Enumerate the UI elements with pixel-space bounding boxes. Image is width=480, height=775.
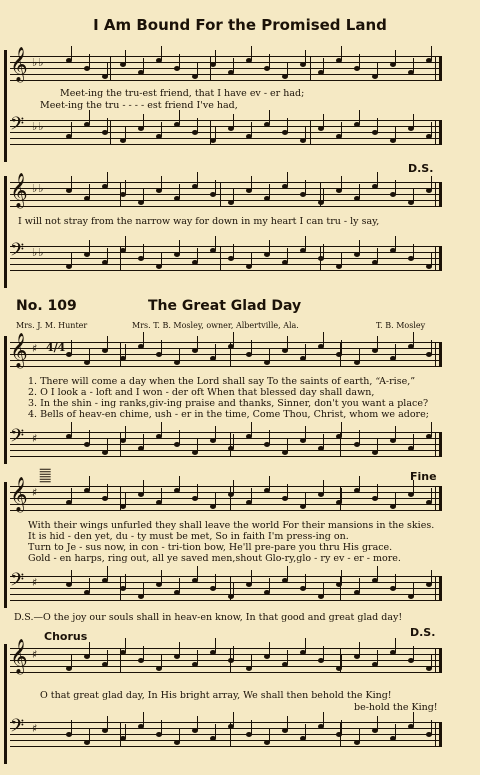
- song1-lyric-line-2: Meet-ing the tru - - - - est friend I've had,: [40, 100, 238, 111]
- note-stem: [161, 252, 162, 266]
- note-stem: [395, 574, 396, 588]
- note-stem: [161, 488, 162, 502]
- song2-verse-4: 4. Bells of heav-en chime, ush - er in the time, Come Thou, Christ, whom we adore;: [28, 409, 429, 420]
- treble-staff: [10, 639, 442, 674]
- key-signature-icon: ♯: [32, 432, 39, 445]
- chorus-label: Chorus: [44, 630, 88, 643]
- song2-verse-4-part-2: Gold - en harps, ring out, all ye saved men,shout Glo-ry,glo - ry ev - er - more.: [28, 553, 401, 564]
- note-stem: [395, 426, 396, 440]
- note-stem: [233, 332, 234, 346]
- note-stem: [107, 248, 108, 262]
- note-stem: [233, 114, 234, 128]
- segno-icon: 𝄛: [40, 468, 51, 483]
- song2-verse-1-part-2: With their wings unfurled they shall leave the world For their mansions in the skies.: [28, 520, 435, 531]
- treble-clef-icon: 𝄞: [10, 477, 28, 512]
- treble-staff: [10, 477, 442, 512]
- note-stem: [341, 122, 342, 136]
- note-stem: [215, 426, 216, 440]
- note-stem: [143, 646, 144, 660]
- note-stem: [341, 488, 342, 502]
- note-stem: [377, 650, 378, 664]
- note-stem: [305, 426, 306, 440]
- note-stem: [233, 188, 234, 202]
- note-stem: [377, 248, 378, 262]
- note-stem: [359, 110, 360, 124]
- note-stem: [395, 236, 396, 250]
- note-stem: [125, 344, 126, 358]
- note-stem: [395, 724, 396, 738]
- note-stem: [287, 650, 288, 664]
- note-stem: [341, 654, 342, 668]
- note-stem: [233, 712, 234, 726]
- note-stem: [107, 438, 108, 452]
- bass-clef-icon: 𝄢: [10, 114, 25, 139]
- note-stem: [143, 58, 144, 72]
- note-stem: [287, 62, 288, 76]
- key-signature-icon: ♭♭: [32, 246, 45, 259]
- note-stem: [197, 650, 198, 664]
- note-stem: [413, 480, 414, 494]
- note-stem: [323, 332, 324, 346]
- note-stem: [341, 570, 342, 584]
- note-stem: [269, 54, 270, 68]
- note-stem: [323, 480, 324, 494]
- note-stem: [197, 172, 198, 186]
- note-stem: [431, 122, 432, 136]
- bass-clef-icon: 𝄢: [10, 240, 25, 265]
- note-stem: [431, 720, 432, 734]
- song1-lyric-line-3: I will not stray from the narrow way for down in my heart I can tru - ly say,: [18, 216, 380, 227]
- note-stem: [89, 184, 90, 198]
- note-stem: [359, 184, 360, 198]
- note-stem: [143, 480, 144, 494]
- note-stem: [395, 50, 396, 64]
- note-stem: [287, 438, 288, 452]
- note-stem: [269, 348, 270, 362]
- note-stem: [161, 176, 162, 190]
- song2-verse-3: 3. In the shin - ing ranks,giv-ing praise and thanks, Sinner, don't you want a place?: [28, 398, 429, 409]
- note-stem: [107, 566, 108, 580]
- key-signature-icon: ♯: [32, 576, 39, 589]
- note-stem: [125, 724, 126, 738]
- note-stem: [377, 118, 378, 132]
- bass-staff: [10, 114, 442, 144]
- bass-staff: [10, 240, 442, 270]
- note-stem: [197, 118, 198, 132]
- system-brace: [4, 50, 7, 162]
- note-stem: [341, 46, 342, 60]
- song2-owner: Mrs. T. B. Mosley, owner, Albertville, Ala.: [132, 321, 299, 330]
- note-stem: [413, 434, 414, 448]
- note-stem: [377, 62, 378, 76]
- note-stem: [89, 476, 90, 490]
- note-stem: [89, 110, 90, 124]
- chorus-ds-mark: D.S.: [410, 626, 436, 639]
- note-stem: [251, 252, 252, 266]
- system-brace: [4, 644, 7, 764]
- note-stem: [251, 46, 252, 60]
- note-stem: [179, 240, 180, 254]
- note-stem: [233, 244, 234, 258]
- note-stem: [125, 180, 126, 194]
- note-stem: [215, 236, 216, 250]
- bass-staff: [10, 570, 442, 600]
- note-stem: [269, 728, 270, 742]
- treble-clef-icon: 𝄞: [10, 47, 28, 82]
- chorus-line-1: O that great glad day, In His bright array, We shall then behold the King!: [40, 690, 392, 701]
- note-stem: [431, 340, 432, 354]
- song2-verse-3-part-2: Turn to Je - sus now, in con - tri-tion bow, He'll pre-pare you thru His grace.: [28, 542, 393, 553]
- note-stem: [161, 654, 162, 668]
- note-stem: [233, 646, 234, 660]
- song2-lyricist: Mrs. J. M. Hunter: [16, 321, 88, 330]
- note-stem: [305, 126, 306, 140]
- note-stem: [125, 638, 126, 652]
- note-stem: [179, 430, 180, 444]
- note-stem: [269, 578, 270, 592]
- note-stem: [413, 332, 414, 346]
- note-stem: [71, 570, 72, 584]
- key-signature-icon: ♯: [32, 342, 39, 355]
- note-stem: [143, 582, 144, 596]
- key-signature-icon: ♯: [32, 648, 39, 661]
- note-stem: [89, 642, 90, 656]
- note-stem: [251, 176, 252, 190]
- note-stem: [359, 430, 360, 444]
- note-stem: [431, 46, 432, 60]
- note-stem: [377, 566, 378, 580]
- note-stem: [125, 574, 126, 588]
- note-stem: [107, 336, 108, 350]
- note-stem: [215, 492, 216, 506]
- note-stem: [323, 712, 324, 726]
- note-stem: [287, 716, 288, 730]
- note-stem: [215, 50, 216, 64]
- note-stem: [107, 484, 108, 498]
- treble-staff: [10, 333, 442, 368]
- note-stem: [233, 58, 234, 72]
- note-stem: [215, 638, 216, 652]
- ds-return-line: D.S.—O the joy our souls shall in heav-en know, In that good and great glad day!: [14, 612, 403, 623]
- note-stem: [377, 336, 378, 350]
- note-stem: [269, 240, 270, 254]
- note-stem: [89, 348, 90, 362]
- note-stem: [251, 422, 252, 436]
- note-stem: [233, 480, 234, 494]
- key-signature-icon: ♯: [32, 486, 39, 499]
- note-stem: [89, 578, 90, 592]
- note-stem: [341, 422, 342, 436]
- note-stem: [125, 426, 126, 440]
- song2-composer: T. B. Mosley: [376, 321, 426, 330]
- key-signature-icon: ♭♭: [32, 56, 45, 69]
- note-stem: [71, 122, 72, 136]
- treble-clef-icon: 𝄞: [10, 173, 28, 208]
- note-stem: [305, 574, 306, 588]
- note-stem: [179, 728, 180, 742]
- song1-ds-mark: D.S.: [408, 162, 434, 175]
- note-stem: [431, 654, 432, 668]
- note-stem: [143, 332, 144, 346]
- note-stem: [269, 430, 270, 444]
- note-stem: [359, 240, 360, 254]
- note-stem: [89, 430, 90, 444]
- treble-clef-icon: 𝄞: [10, 639, 28, 674]
- note-stem: [323, 646, 324, 660]
- note-stem: [413, 188, 414, 202]
- note-stem: [269, 642, 270, 656]
- note-stem: [233, 434, 234, 448]
- note-stem: [431, 488, 432, 502]
- note-stem: [395, 180, 396, 194]
- note-stem: [341, 252, 342, 266]
- note-stem: [359, 642, 360, 656]
- note-stem: [161, 422, 162, 436]
- song2-verse-2: 2. O I look a - loft and I won - der oft When that blessed day shall dawn,: [28, 387, 375, 398]
- bass-staff: [10, 426, 442, 456]
- note-stem: [107, 650, 108, 664]
- note-stem: [143, 188, 144, 202]
- note-stem: [71, 654, 72, 668]
- note-stem: [395, 638, 396, 652]
- fine-mark: Fine: [410, 470, 437, 483]
- note-stem: [323, 244, 324, 258]
- note-stem: [323, 582, 324, 596]
- note-stem: [71, 720, 72, 734]
- note-stem: [71, 488, 72, 502]
- note-stem: [143, 712, 144, 726]
- note-stem: [161, 122, 162, 136]
- note-stem: [305, 638, 306, 652]
- note-stem: [395, 492, 396, 506]
- chorus-line-2: be-hold the King!: [354, 702, 438, 713]
- note-stem: [251, 570, 252, 584]
- system-brace: [4, 482, 7, 608]
- note-stem: [89, 54, 90, 68]
- system-brace: [4, 336, 7, 464]
- note-stem: [197, 62, 198, 76]
- note-stem: [179, 348, 180, 362]
- note-stem: [197, 438, 198, 452]
- time-signature: 4/4: [46, 341, 66, 354]
- note-stem: [125, 126, 126, 140]
- note-stem: [215, 724, 216, 738]
- note-stem: [377, 484, 378, 498]
- note-stem: [161, 720, 162, 734]
- note-stem: [71, 46, 72, 60]
- note-stem: [215, 126, 216, 140]
- note-stem: [179, 578, 180, 592]
- note-stem: [323, 434, 324, 448]
- note-stem: [287, 118, 288, 132]
- note-stem: [143, 114, 144, 128]
- note-stem: [305, 50, 306, 64]
- note-stem: [197, 336, 198, 350]
- key-signature-icon: ♭♭: [32, 182, 45, 195]
- note-stem: [287, 248, 288, 262]
- note-stem: [215, 344, 216, 358]
- song1-title: I Am Bound For the Promised Land: [93, 16, 387, 34]
- bass-clef-icon: 𝄢: [10, 716, 25, 741]
- note-stem: [413, 114, 414, 128]
- note-stem: [107, 172, 108, 186]
- note-stem: [251, 654, 252, 668]
- note-stem: [125, 50, 126, 64]
- key-signature-icon: ♭♭: [32, 120, 45, 133]
- note-stem: [341, 720, 342, 734]
- note-stem: [215, 180, 216, 194]
- note-stem: [341, 340, 342, 354]
- note-stem: [251, 340, 252, 354]
- key-signature-icon: ♯: [32, 722, 39, 735]
- note-stem: [179, 110, 180, 124]
- note-stem: [161, 570, 162, 584]
- note-stem: [215, 574, 216, 588]
- note-stem: [359, 348, 360, 362]
- note-stem: [413, 712, 414, 726]
- note-stem: [143, 434, 144, 448]
- note-stem: [359, 728, 360, 742]
- note-stem: [413, 58, 414, 72]
- song2-title: The Great Glad Day: [148, 298, 302, 314]
- note-stem: [107, 118, 108, 132]
- note-stem: [161, 46, 162, 60]
- note-stem: [89, 240, 90, 254]
- note-stem: [269, 110, 270, 124]
- note-stem: [143, 244, 144, 258]
- note-stem: [323, 58, 324, 72]
- note-stem: [413, 244, 414, 258]
- note-stem: [341, 176, 342, 190]
- note-stem: [287, 484, 288, 498]
- note-stem: [125, 492, 126, 506]
- bass-clef-icon: 𝄢: [10, 426, 25, 451]
- note-stem: [413, 646, 414, 660]
- note-stem: [251, 122, 252, 136]
- treble-staff: [10, 173, 442, 208]
- note-stem: [233, 582, 234, 596]
- note-stem: [323, 114, 324, 128]
- note-stem: [377, 172, 378, 186]
- treble-clef-icon: 𝄞: [10, 333, 28, 368]
- note-stem: [305, 724, 306, 738]
- note-stem: [179, 476, 180, 490]
- note-stem: [305, 492, 306, 506]
- note-stem: [71, 252, 72, 266]
- note-stem: [431, 422, 432, 436]
- note-stem: [359, 476, 360, 490]
- song2-number: No. 109: [16, 298, 77, 314]
- note-stem: [323, 188, 324, 202]
- note-stem: [305, 344, 306, 358]
- song2-verse-2-part-2: It is hid - den yet, du - ty must be met, So in faith I'm press-ing on.: [28, 531, 349, 542]
- bass-clef-icon: 𝄢: [10, 570, 25, 595]
- treble-staff: [10, 47, 442, 82]
- bass-staff: [10, 716, 442, 746]
- note-stem: [107, 716, 108, 730]
- note-stem: [269, 184, 270, 198]
- note-stem: [71, 176, 72, 190]
- note-stem: [431, 252, 432, 266]
- note-stem: [197, 484, 198, 498]
- note-stem: [179, 184, 180, 198]
- note-stem: [395, 126, 396, 140]
- note-stem: [359, 54, 360, 68]
- note-stem: [269, 476, 270, 490]
- note-stem: [359, 578, 360, 592]
- note-stem: [71, 422, 72, 436]
- note-stem: [287, 336, 288, 350]
- note-stem: [161, 340, 162, 354]
- note-stem: [377, 438, 378, 452]
- note-stem: [431, 570, 432, 584]
- note-stem: [395, 344, 396, 358]
- system-brace: [4, 176, 7, 288]
- note-stem: [377, 716, 378, 730]
- song1-lyric-line-1: Meet-ing the tru-est friend, that I have ev - er had;: [60, 88, 305, 99]
- note-stem: [197, 566, 198, 580]
- note-stem: [305, 180, 306, 194]
- note-stem: [71, 340, 72, 354]
- note-stem: [107, 62, 108, 76]
- note-stem: [89, 728, 90, 742]
- note-stem: [251, 488, 252, 502]
- note-stem: [413, 582, 414, 596]
- note-stem: [305, 236, 306, 250]
- note-stem: [251, 720, 252, 734]
- note-stem: [431, 176, 432, 190]
- note-stem: [197, 248, 198, 262]
- note-stem: [179, 642, 180, 656]
- song2-verse-1: 1. There will come a day when the Lord shall say To the saints of earth, “A-rise,”: [28, 376, 416, 387]
- note-stem: [287, 172, 288, 186]
- note-stem: [197, 716, 198, 730]
- note-stem: [125, 236, 126, 250]
- note-stem: [287, 566, 288, 580]
- note-stem: [179, 54, 180, 68]
